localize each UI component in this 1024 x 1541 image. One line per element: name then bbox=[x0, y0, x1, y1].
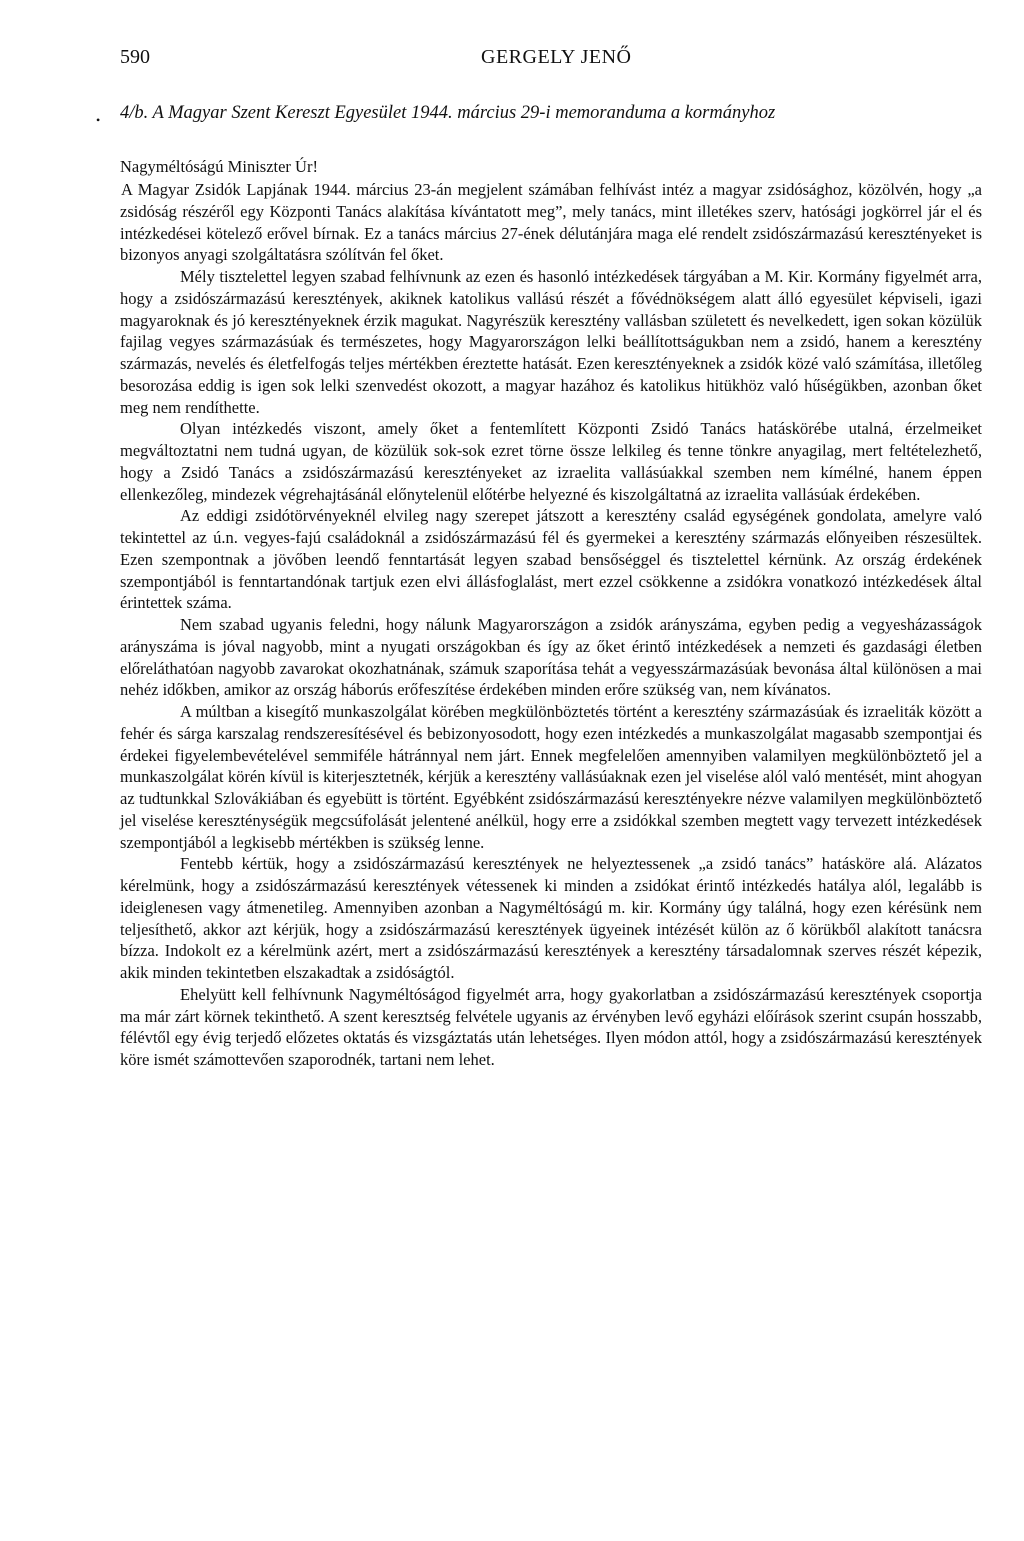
paragraph: Nem szabad ugyanis feledni, hogy nálunk Magyarországon a zsidók arányszáma, egyben pedig a vegyesházasságok arányszáma is jóval nagyobb, mint a nyugati országokban és így az őket érintő intézkedések a nemzeti és gazdasági életben előreláthatóan nagyobb zavarokat okozhatnának, számuk szaporítása tehát a vegyesszármazásúak bevonása által különösen a mai nehéz időkben, amikor az ország háborús erőfeszítése érdekében minden erőre szükség van, nem kívánatos. bbox=[120, 615, 982, 700]
bullet-mark: • bbox=[96, 113, 101, 127]
paragraph: Fentebb kértük, hogy a zsidószármazású keresztények ne helyeztessenek „a zsidó tanács” hatásköre alá. Alázatos kérelmünk, hogy a zsidószármazású keresztények vétessenek ki minden a zsidókat érintő intézkedés hatálya alól, legalább is ideiglenesen vagy átmenetileg. Amennyiben azonban a Nagyméltóságú m. kir. Kormány úgy találná, hogy ezen kérésünk nem teljesíthető, akkor azt kérjük, hogy a zsidószármazású keresztények ügyeinek intézését külön az ő körükből alakított tanácsra bízza. Indokolt ez a kérelmünk azért, mert a zsidószármazású keresztények a keresztény társadalomnak szerves részét képezik, akik minden tekintetben elszakadtak a zsidóságtól. bbox=[120, 854, 982, 982]
paragraph: A múltban a kisegítő munkaszolgálat körében megkülönböztetés történt a keresztény származásúak és izraeliták között a fehér és sárga karszalag rendszeresítésével és bebizonyosodott, hogy ezen intézkedés a munkaszolgálat magasabb szempontjai és érdekei figyelembevételével semmiféle hátránnyal nem járt. Ennek megfelelően amennyiben valamilyen megkülönböztető jel a munkaszolgálat körén kívül is kiterjesztetnék, kérjük a keresztény vallásúaknak ezen jel viselése alól való mentését, mint ahogyan az tudtunkkal Szlovákiában és egyebütt is történt. Egyébként zsidószármazású keresztényekre nézve valamilyen megkülönböztető jel viselése kereszténységük megcsúfolását jelentené anélkül, hogy erre a zsidókkal szemben megtett vagy tervezett intézkedések szempontjából a legkisebb mértékben is szükség lenne. bbox=[120, 702, 982, 852]
page-header bbox=[120, 46, 982, 76]
running-head: GERGELY JENŐ bbox=[481, 46, 632, 68]
paragraph: Ehelyütt kell felhívnunk Nagyméltóságod figyelmét arra, hogy gyakorlatban a zsidószármazású keresztények csoportja ma már zárt körnek tekinthető. A szent keresztség felvétele ugyanis az érvényben levő egyházi előírások szerint csupán hosszabb, félévtől egy évig terjedő előzetes oktatás és vizsgáztatás után lehetséges. Ilyen módon attól, hogy a zsidószármazású keresztények köre ismét számottevően szaporodnék, tartani nem lehet. bbox=[120, 984, 982, 1069]
paragraph: Olyan intézkedés viszont, amely őket a fentemlített Központi Zsidó Tanács hatáskörébe utalná, érzelmeiket megváltoztatni nem tudná ugyan, de közülük sok-sok ezret törne össze lelkileg és tenne tönkre anyagilag, mert feltételezhető, hogy a Zsidó Tanács a zsidószármazású keresztényeket az izraelita vallásúakkal szemben nem kímélné, hanem éppen ellenkezőleg, mindezek végrehajtásánál előnytelenül előtérbe helyezné és kiszolgáltatná az izraelita vallásúak érdekében. bbox=[120, 419, 982, 504]
page-number: 590 bbox=[120, 46, 150, 68]
document-body bbox=[120, 179, 982, 1071]
paragraph: A Magyar Zsidók Lapjának 1944. március 23-án megjelent számában felhívást intéz a magyar zsidósághoz, közölvén, hogy „a zsidóság részéről egy Központi Tanács alakítása kívántatott meg”, mely tanács, mint illetékes szerv, hatósági jogkörrel jár el és intézkedései kötelező erővel bírnak. Ez a tanács március 27-ének délutánjára maga elé rendelt zsidószármazású keresztényeket is bizonyos anyagi szolgáltatásra szólítván fel őket. bbox=[120, 180, 982, 265]
salutation: Nagyméltóságú Miniszter Úr! bbox=[120, 157, 318, 176]
paragraph: Mély tisztelettel legyen szabad felhívnunk az ezen és hasonló intézkedések tárgyában a M. Kir. Kormány figyelmét arra, hogy a zsidószármazású keresztények, akiknek katolikus vallású részét a fővédnökségem alatt álló egyesület képviseli, igazi magyaroknak és jó keresztényeknek érzik magukat. Nagyrészük keresztény vallásban született és nevelkedett, igen sokan közülük fajilag vegyes származásúak és természetes, hogy Magyarországon lelki beállítottságukban nem a zsidó, hanem a keresztény származás, nevelés és életfelfogás teljes mértékben éreztette hatását. Ezen keresztényeknek a zsidók közé való számítása, illetőleg besorozása eddig is igen sok lelki szenvedést okozott, a magyar hazához és katolikus hitükhöz való hűségükben, azonban őket meg nem rendíthette. bbox=[120, 267, 982, 417]
paragraph: Az eddigi zsidótörvényeknél elvileg nagy szerepet játszott a keresztény család egységének gondolata, amelyre való tekintettel az ú.n. vegyes-fajú családoknál a zsidószármazású fél és gyermekei a keresztény származás előnyeiben részesültek. Ezen szempontnak a jövőben leendő fenntartását legyen szabad bensőséggel és tisztelettel kérnünk. Az ország érdekének szempontjából is fenntartandónak tartjuk ezen elvi állásfoglalást, mert ezzel csökkenne a zsidókra vonatkozó intézkedések által érintettek száma. bbox=[120, 506, 982, 613]
document-title: 4/b. A Magyar Szent Kereszt Egyesület 1944. március 29-i memoranduma a kormányhoz bbox=[120, 103, 776, 123]
